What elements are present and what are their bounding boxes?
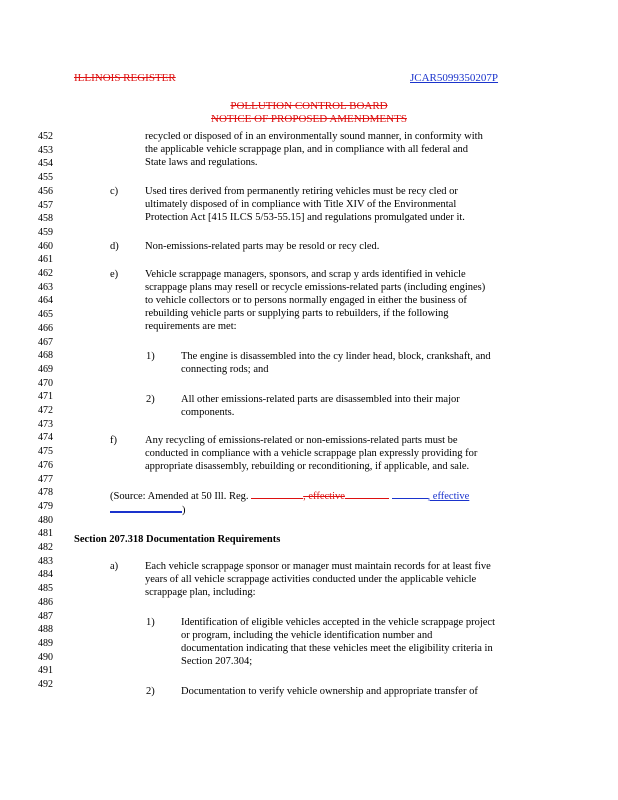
agency-header: POLLUTION CONTROL BOARD <box>230 100 388 112</box>
text-line: ultimately disposed of in compliance with Title XIV of the Environmental <box>145 199 457 210</box>
line-number: 484 <box>38 569 53 581</box>
text-line: Identification of eligible vehicles accepted in the vehicle scrappage project <box>181 617 495 628</box>
line-number: 488 <box>38 624 53 636</box>
line-number: 468 <box>38 350 53 362</box>
source-note <box>110 490 469 503</box>
text-line: Used tires derived from permanently retiring vehicles must be recy cled or <box>145 186 458 197</box>
text-line: scrappage plans may resell or recycle emissions-related parts (including engines) <box>145 282 486 293</box>
line-number: 469 <box>38 363 53 375</box>
item-label-a2: 2) <box>146 686 155 697</box>
notice-header: NOTICE OF PROPOSED AMENDMENTS <box>211 113 407 125</box>
line-number: 457 <box>38 199 53 211</box>
source-close: ) <box>182 505 186 516</box>
line-number: 454 <box>38 158 53 170</box>
jcar-code: JCAR5099350207P <box>410 72 499 84</box>
line-number: 481 <box>38 528 53 540</box>
text-line: appropriate disassembly, rebuilding or reconditioning, if applicable, and sale. <box>145 461 470 472</box>
struck-blank-2 <box>345 498 389 499</box>
line-number: 487 <box>38 610 53 622</box>
line-number: 458 <box>38 213 53 225</box>
line-number: 460 <box>38 240 53 252</box>
text-line: Protection Act [415 ILCS 5/53-55.15] and regulations promulgated under it. <box>145 212 465 223</box>
line-number: 474 <box>38 432 53 444</box>
text-line: State laws and regulations. <box>145 157 258 168</box>
line-number: 462 <box>38 268 53 279</box>
text-line: The engine is disassembled into the cy linder head, block, crankshaft, and <box>181 351 491 362</box>
text-line: connecting rods; and <box>181 364 269 375</box>
text-line: scrappage plan, including: <box>145 587 256 598</box>
text-line: All other emissions-related parts are disassembled into their major <box>181 394 460 405</box>
text-line: Any recycling of emissions-related or non-emissions-related parts must be <box>145 435 458 446</box>
line-number: 473 <box>38 418 53 430</box>
line-number: 482 <box>38 542 53 553</box>
text-line: recycled or disposed of in an environmentally sound manner, in conformity with <box>145 131 483 142</box>
line-number: 459 <box>38 226 53 238</box>
line-number: 477 <box>38 473 53 485</box>
subsection-label-c: c) <box>110 186 119 197</box>
line-number: 475 <box>38 446 53 458</box>
item-label-a1: 1) <box>146 617 155 628</box>
text-line: or program, including the vehicle identification number and <box>181 630 433 641</box>
line-number: 472 <box>38 405 53 416</box>
added-blank <box>392 498 428 499</box>
added-blank-2 <box>110 511 182 513</box>
text-line: to vehicle collectors or to persons normally engaged in either the business of <box>145 295 467 306</box>
subsection-label-d: d) <box>110 241 119 252</box>
section-heading: Section 207.318 Documentation Requirements <box>74 534 281 545</box>
text-line: Documentation to verify vehicle ownership and appropriate transfer of <box>181 686 478 697</box>
struck-blank <box>251 498 303 499</box>
subsection-label-e: e) <box>110 269 119 280</box>
register-header: ILLINOIS REGISTER <box>74 72 176 84</box>
text-line: the applicable vehicle scrappage plan, and in compliance with all federal and <box>145 144 469 155</box>
line-number: 466 <box>38 322 53 334</box>
text-line: components. <box>181 407 235 418</box>
line-number: 479 <box>38 500 53 512</box>
line-number: 476 <box>38 459 53 471</box>
line-number: 452 <box>38 131 53 142</box>
line-number: 485 <box>38 583 53 595</box>
line-number: 453 <box>38 144 53 156</box>
line-number: 492 <box>38 679 53 690</box>
source-prefix: (Source: Amended at 50 Ill. Reg. <box>110 491 249 502</box>
source-note-close <box>110 504 186 517</box>
line-number: 491 <box>38 665 53 677</box>
text-line: Non-emissions-related parts may be resold or recy cled. <box>145 241 380 252</box>
line-number: 478 <box>38 487 53 499</box>
line-number: 455 <box>38 172 53 184</box>
text-line: conducted in compliance with a vehicle scrappage plan expressly providing for <box>145 448 478 459</box>
line-number: 470 <box>38 377 53 389</box>
line-number: 490 <box>38 651 53 663</box>
text-line: Vehicle scrappage managers, sponsors, and scrap y ards identified in vehicle <box>145 269 466 280</box>
text-line: years of all vehicle scrappage activities conducted under the applicable vehicle <box>145 574 477 585</box>
item-label-e2: 2) <box>146 394 155 405</box>
line-number: 463 <box>38 281 53 293</box>
text-line: Section 207.304; <box>181 656 253 667</box>
text-line: rebuilding vehicle parts or supplying parts to rebuilders, if the following <box>145 308 449 319</box>
line-number: 489 <box>38 637 53 649</box>
line-number: 461 <box>38 254 53 266</box>
struck-effective: , effective <box>303 491 345 502</box>
added-effective: , effective <box>427 491 470 502</box>
subsection-label-a: a) <box>110 561 119 572</box>
item-label-e1: 1) <box>146 351 155 362</box>
line-number: 483 <box>38 555 53 567</box>
subsection-label-f: f) <box>110 435 117 446</box>
line-number: 471 <box>38 391 53 403</box>
text-line: Each vehicle scrappage sponsor or manager must maintain records for at least five <box>145 561 491 572</box>
line-number: 467 <box>38 336 53 348</box>
line-number: 456 <box>38 185 53 197</box>
line-number: 464 <box>38 295 53 307</box>
line-number: 486 <box>38 596 53 608</box>
text-line: documentation indicating that these vehicles meet the eligibility criteria in <box>181 643 493 654</box>
text-line: requirements are met: <box>145 321 237 332</box>
line-number: 465 <box>38 309 53 321</box>
line-number: 480 <box>38 514 53 526</box>
